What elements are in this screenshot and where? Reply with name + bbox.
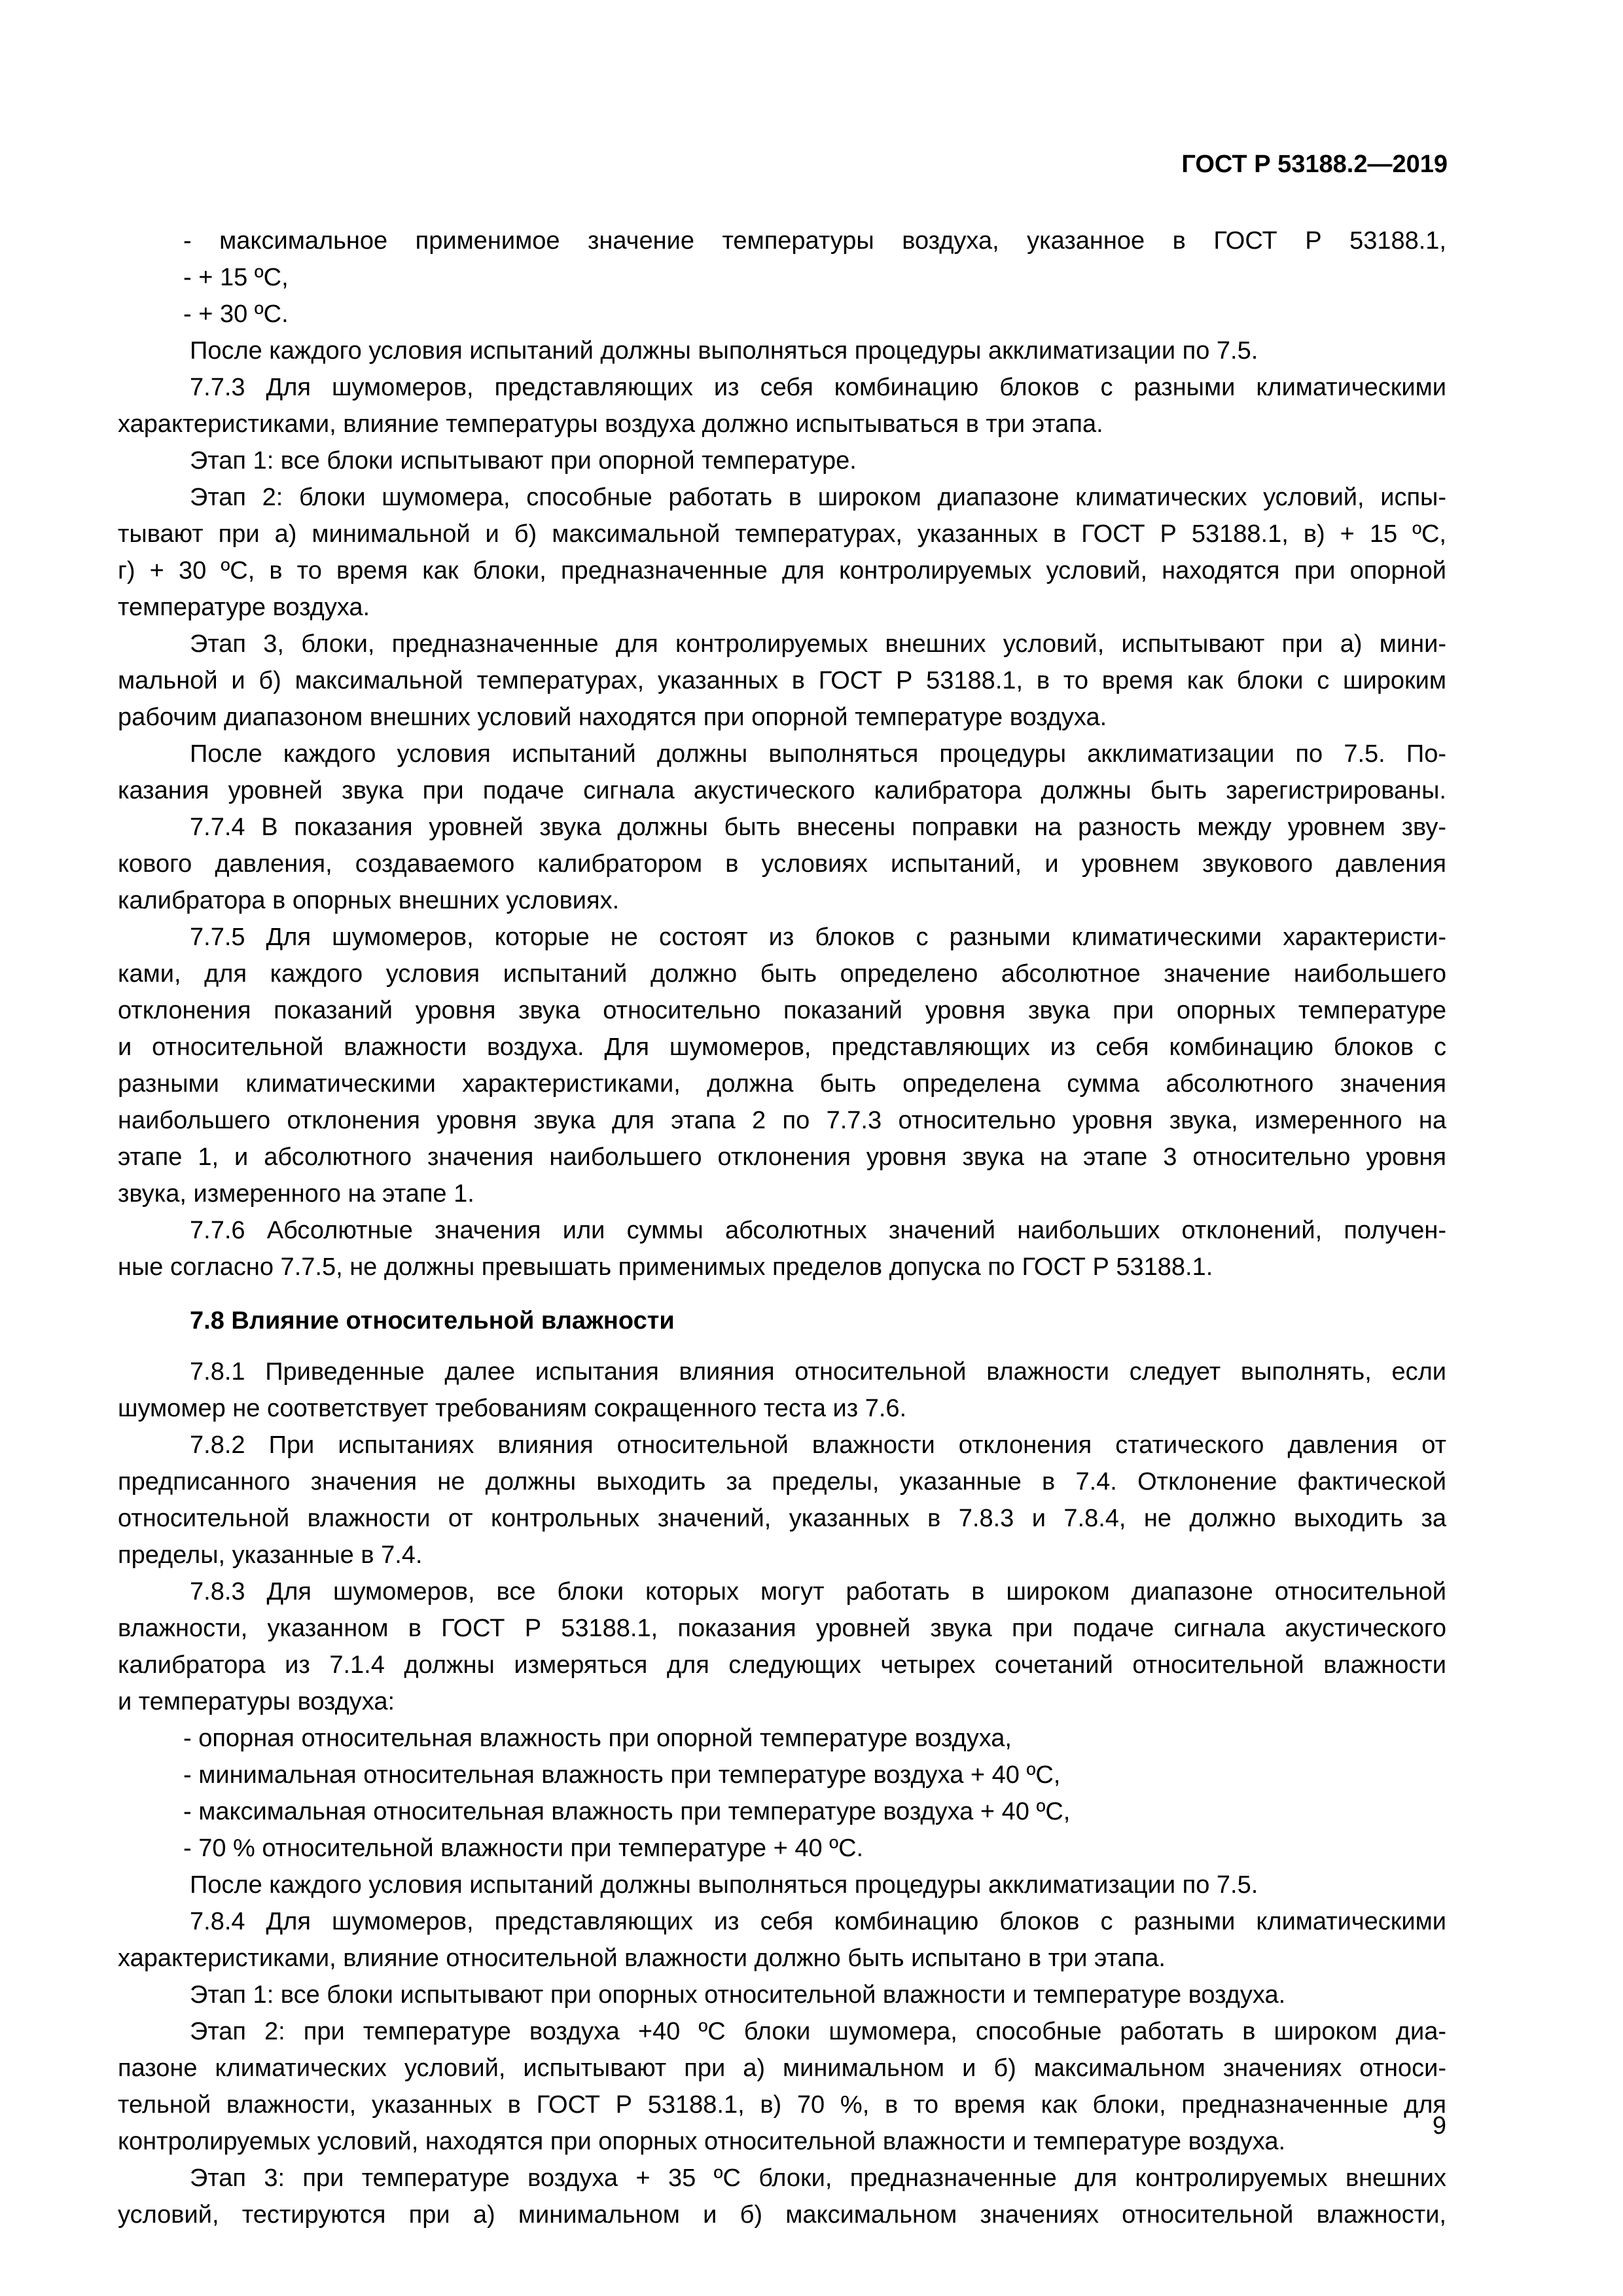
paragraph-line: 7.8.3 Для шумомеров, все блоки которых могут работать в широком диапазоне относительной xyxy=(190,1578,1446,1605)
paragraph-line: калибратора в опорных внешних условиях. xyxy=(118,887,620,914)
paragraph-line: 7.7.3 Для шумомеров, представляющих из себя комбинацию блоков с разными климатическими xyxy=(190,374,1446,401)
paragraph-line: После каждого условия испытаний должны выполняться процедуры акклиматизации по 7.5. По- xyxy=(190,740,1446,768)
paragraph-line: пазоне климатических условий, испытывают при а) минимальном и б) максимальном значениях относи- xyxy=(118,2054,1446,2082)
list-item: - минимальная относительная влажность при температуре воздуха + 40 ºС, xyxy=(183,1761,1061,1789)
paragraph-line: этапе 1, и абсолютного значения наибольшего отклонения уровня звука на этапе 3 относительно уровня xyxy=(118,1143,1446,1171)
paragraph-line: и относительной влажности воздуха. Для шумомеров, представляющих из себя комбинацию блоков с xyxy=(118,1033,1446,1061)
document-body xyxy=(118,223,1446,2233)
paragraph-line: 7.7.4 В показания уровней звука должны быть внесены поправки на разность между уровнем зву- xyxy=(190,814,1446,841)
paragraph-line: калибратора из 7.1.4 должны измеряться для следующих четырех сочетаний относительной влажности xyxy=(118,1651,1446,1679)
list-item: - + 30 ºС. xyxy=(183,300,289,328)
paragraph-line: рабочим диапазоном внешних условий находятся при опорной температуре воздуха. xyxy=(118,704,1107,731)
paragraph-line: После каждого условия испытаний должны выполняться процедуры акклиматизации по 7.5. xyxy=(190,1871,1258,1899)
paragraph-line: кового давления, создаваемого калибратором в условиях испытаний, и уровнем звукового давления xyxy=(118,850,1446,878)
paragraph-line: ные согласно 7.7.5, не должны превышать применимых пределов допуска по ГОСТ Р 53188.1. xyxy=(118,1253,1213,1281)
paragraph-line: характеристиками, влияние относительной влажности должно быть испытано в три этапа. xyxy=(118,1945,1166,1972)
paragraph-line: Этап 2: при температуре воздуха +40 ºС блоки шумомера, способные работать в широком диа- xyxy=(190,2018,1446,2045)
paragraph-line: мальной и б) максимальной температурах, указанных в ГОСТ Р 53188.1, в то время как блоки с широким xyxy=(118,667,1446,694)
list-item: - опорная относительная влажность при опорной температуре воздуха, xyxy=(183,1725,1012,1752)
paragraph-line: шумомер не соответствует требованиям сокращенного теста из 7.6. xyxy=(118,1395,907,1422)
paragraph-line: Этап 3, блоки, предназначенные для контролируемых внешних условий, испытывают при а) мини- xyxy=(190,630,1446,658)
list-item: - 70 % относительной влажности при температуре + 40 ºС. xyxy=(183,1835,864,1862)
paragraph-line: контролируемых условий, находятся при опорных относительной влажности и температуре воздуха. xyxy=(118,2128,1286,2155)
paragraph-line: ками, для каждого условия испытаний должно быть определено абсолютное значение наибольшего xyxy=(118,960,1446,988)
paragraph-line: 7.8.1 Приведенные далее испытания влияния относительной влажности следует выполнять, если xyxy=(190,1358,1446,1386)
paragraph-line: тывают при а) минимальной и б) максимальной температурах, указанных в ГОСТ Р 53188.1, в) + 15 ºС, xyxy=(118,520,1446,548)
paragraph-line: 7.8.2 При испытаниях влияния относительной влажности отклонения статического давления от xyxy=(190,1431,1446,1459)
section-title: 7.8 Влияние относительной влажности xyxy=(190,1307,675,1335)
paragraph-line: отклонения показаний уровня звука относительно показаний уровня звука при опорных температуре xyxy=(118,997,1446,1024)
paragraph-line: г) + 30 ºС, в то время как блоки, предназначенные для контролируемых условий, находятся при опорной xyxy=(118,557,1446,584)
list-item: - максимальная относительная влажность при температуре воздуха + 40 ºС, xyxy=(183,1798,1071,1825)
paragraph-line: После каждого условия испытаний должны выполняться процедуры акклиматизации по 7.5. xyxy=(190,337,1258,365)
paragraph-line: условий, тестируются при а) минимальном и б) максимальном значениях относительной влажности, xyxy=(118,2201,1446,2229)
paragraph-line: относительной влажности от контрольных значений, указанных в 7.8.3 и 7.8.4, не должно выходить за xyxy=(118,1505,1446,1532)
paragraph-line: пределы, указанные в 7.4. xyxy=(118,1541,423,1569)
paragraph-line: Этап 3: при температуре воздуха + 35 ºС блоки, предназначенные для контролируемых внешних xyxy=(190,2164,1446,2192)
paragraph-line: температуре воздуха. xyxy=(118,594,370,621)
list-item: - максимальное применимое значение температуры воздуха, указанное в ГОСТ Р 53188.1, xyxy=(183,227,1446,255)
paragraph-line: 7.7.6 Абсолютные значения или суммы абсолютных значений наибольших отклонений, получен- xyxy=(190,1217,1446,1244)
paragraph-line: тельной влажности, указанных в ГОСТ Р 53188.1, в) 70 %, в то время как блоки, предназначенные для xyxy=(118,2091,1446,2119)
paragraph-line: Этап 1: все блоки испытывают при опорной температуре. xyxy=(190,447,857,475)
paragraph-line: влажности, указанном в ГОСТ Р 53188.1, показания уровней звука при подаче сигнала акустического xyxy=(118,1615,1446,1642)
paragraph-line: 7.8.4 Для шумомеров, представляющих из себя комбинацию блоков с разными климатическими xyxy=(190,1908,1446,1935)
paragraph-line: Этап 2: блоки шумомера, способные работать в широком диапазоне климатических условий, испы- xyxy=(190,484,1446,511)
document-header: ГОСТ Р 53188.2—2019 xyxy=(1181,151,1448,178)
paragraph-line: звука, измеренного на этапе 1. xyxy=(118,1180,474,1208)
paragraph-line: 7.7.5 Для шумомеров, которые не состоят из блоков с разными климатическими характеристи- xyxy=(190,924,1446,951)
paragraph-line: казания уровней звука при подаче сигнала акустического калибратора должны быть зарегистрированы. xyxy=(118,777,1446,804)
list-item: - + 15 ºС, xyxy=(183,264,289,291)
paragraph-line: разными климатическими характеристиками, должна быть определена сумма абсолютного значения xyxy=(118,1070,1446,1098)
paragraph-line: предписанного значения не должны выходить за пределы, указанные в 7.4. Отклонение фактической xyxy=(118,1468,1446,1496)
page-number: 9 xyxy=(1432,2112,1446,2140)
paragraph-line: и температуры воздуха: xyxy=(118,1688,395,1715)
paragraph-line: характеристиками, влияние температуры воздуха должно испытываться в три этапа. xyxy=(118,410,1103,438)
paragraph-line: Этап 1: все блоки испытывают при опорных относительной влажности и температуре воздуха. xyxy=(190,1981,1286,2009)
paragraph-line: наибольшего отклонения уровня звука для этапа 2 по 7.7.3 относительно уровня звука, измеренного на xyxy=(118,1107,1446,1134)
